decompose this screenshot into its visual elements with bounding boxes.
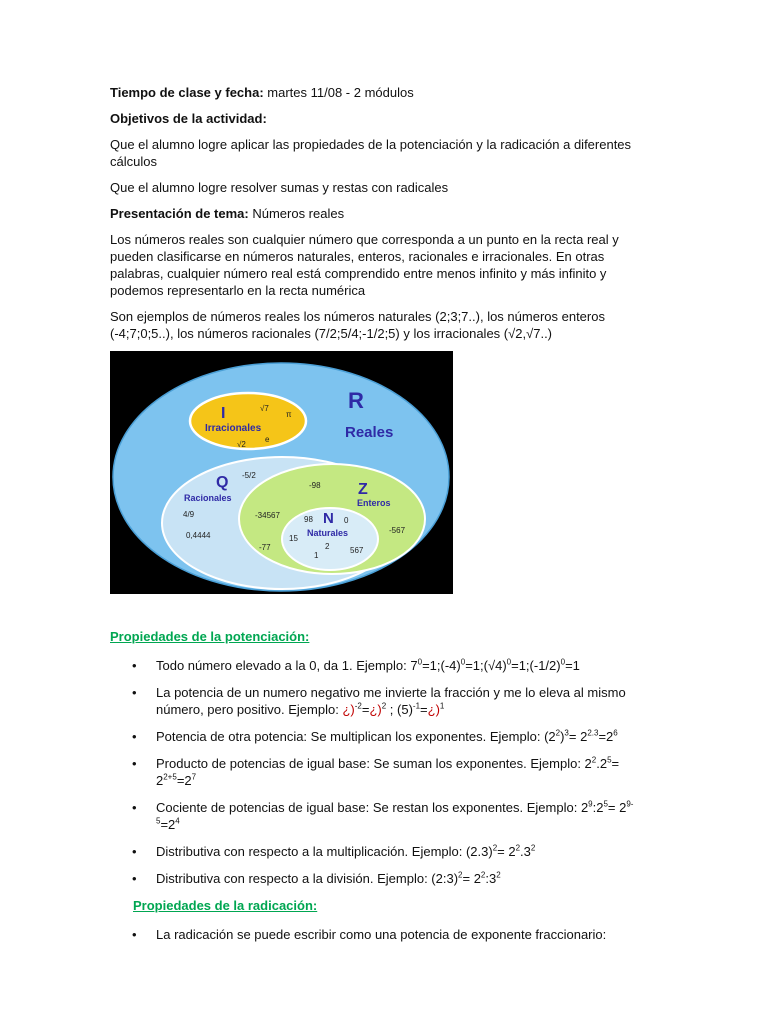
q-value: 4/9 <box>183 510 195 519</box>
q-name: Racionales <box>184 493 232 503</box>
i-value: √2 <box>237 440 246 449</box>
potenciacion-list <box>110 657 655 887</box>
z-value: -98 <box>309 481 321 490</box>
bullet-icon: • <box>132 756 137 771</box>
n-value: 1 <box>314 551 319 560</box>
list-item: • Potencia de otra potencia: Se multiplican los exponentes. Ejemplo: $(2^2)^3= 2^{2.3}=2^6$ <box>132 728 618 744</box>
time-value: martes 11/08 - 2 módulos <box>263 85 414 100</box>
n-letter: N <box>323 510 334 527</box>
time-line <box>110 84 655 101</box>
i-letter: I <box>221 405 226 422</box>
irracionales-set <box>190 393 306 449</box>
r-name: Reales <box>345 424 394 441</box>
bullet-icon: • <box>132 871 137 886</box>
z-value: -77 <box>259 543 271 552</box>
presentation-value: Números reales <box>248 206 345 221</box>
radicacion-list <box>110 926 655 943</box>
bullet-icon: • <box>132 800 137 815</box>
q-value: -5/2 <box>242 471 256 480</box>
list-item: • Distributiva con respecto a la división. Ejemplo: (2:3)$^2$= $2^2:3^2$ <box>132 870 501 886</box>
bullet-icon: • <box>132 729 137 744</box>
objective-2: Que el alumno logre resolver sumas y restas con radicales <box>110 180 449 195</box>
list-item: • Distributiva con respecto a la multiplicación. Ejemplo: $(2.3)^2= 2^2.3^2$ <box>132 843 536 859</box>
list-item: • La potencia de un numero negativo me invierte la fracción y me lo eleva al mismo número, pero positivo. Ejemplo: ¿)$^{-2}$=¿)$^2$ ; $(5)^{-1}=¿)^1$ <box>132 685 626 717</box>
objective-1: Que el alumno logre aplicar las propiedades de la potenciación y la radicación a diferentes cálculos <box>110 137 632 169</box>
number-sets-diagram <box>110 351 453 594</box>
z-name: Enteros <box>357 498 391 508</box>
z-value: -34567 <box>255 511 280 520</box>
list-item: • Producto de potencias de igual base: Se suman los exponentes. Ejemplo: $2^2.2^5= 2^{2+5}=2^7$ <box>132 755 620 788</box>
radicacion-title: Propiedades de la radicación: <box>133 898 318 913</box>
n-value: 2 <box>325 542 330 551</box>
i-name: Irracionales <box>205 423 262 434</box>
r-letter: R <box>348 388 364 413</box>
bullet-icon: • <box>132 685 137 700</box>
bullet-icon: • <box>132 658 137 673</box>
i-value: √7 <box>260 404 269 413</box>
list-item: • Cociente de potencias de igual base: Se restan los exponentes. Ejemplo: $2^9:2^5= 2^{9-5}=2^4$ <box>132 799 634 832</box>
n-value: 0 <box>344 516 349 525</box>
list-item: • Todo número elevado a la 0, da 1. Ejemplo: $7^0=1;(-4)^0=1;(√4)^0=1;(-1/2)^0=1$ <box>132 657 580 673</box>
document-page <box>110 84 655 953</box>
paragraph-1: Los números reales son cualquier número que corresponda a un punto en la recta real y pueden clasificarse en números naturales, enteros, racionales e irracionales. En otras palabras, cualquier número real está comprendido entre menos infinito y más infinito y podemos representarlo en la recta numérica <box>110 232 619 298</box>
z-letter: Z <box>358 481 368 498</box>
q-value: 0,4444 <box>186 531 211 540</box>
z-value: -567 <box>389 526 406 535</box>
q-letter: Q <box>216 474 229 491</box>
presentation-line <box>110 205 655 222</box>
i-value: π <box>286 410 292 419</box>
n-value: 567 <box>350 546 364 555</box>
n-value: 15 <box>289 534 298 543</box>
objectives-label: Objetivos de la actividad: <box>110 111 267 126</box>
list-item: • La radicación se puede escribir como una potencia de exponente fraccionario: <box>132 927 607 942</box>
presentation-label: Presentación de tema: <box>110 206 249 221</box>
time-label: Tiempo de clase y fecha: <box>110 85 264 100</box>
n-value: 98 <box>304 515 313 524</box>
bullet-icon: • <box>132 844 137 859</box>
i-value: e <box>265 435 270 444</box>
n-name: Naturales <box>307 528 349 538</box>
paragraph-2: Son ejemplos de números reales los números naturales (2;3;7..), los números enteros (-4;7;0;5..), los números racionales (7/2;5/4;-1/2;5) y los irracionales (√2,√7..) <box>110 309 605 341</box>
bullet-icon: • <box>132 927 137 942</box>
potenciacion-title: Propiedades de la potenciación: <box>110 629 310 644</box>
